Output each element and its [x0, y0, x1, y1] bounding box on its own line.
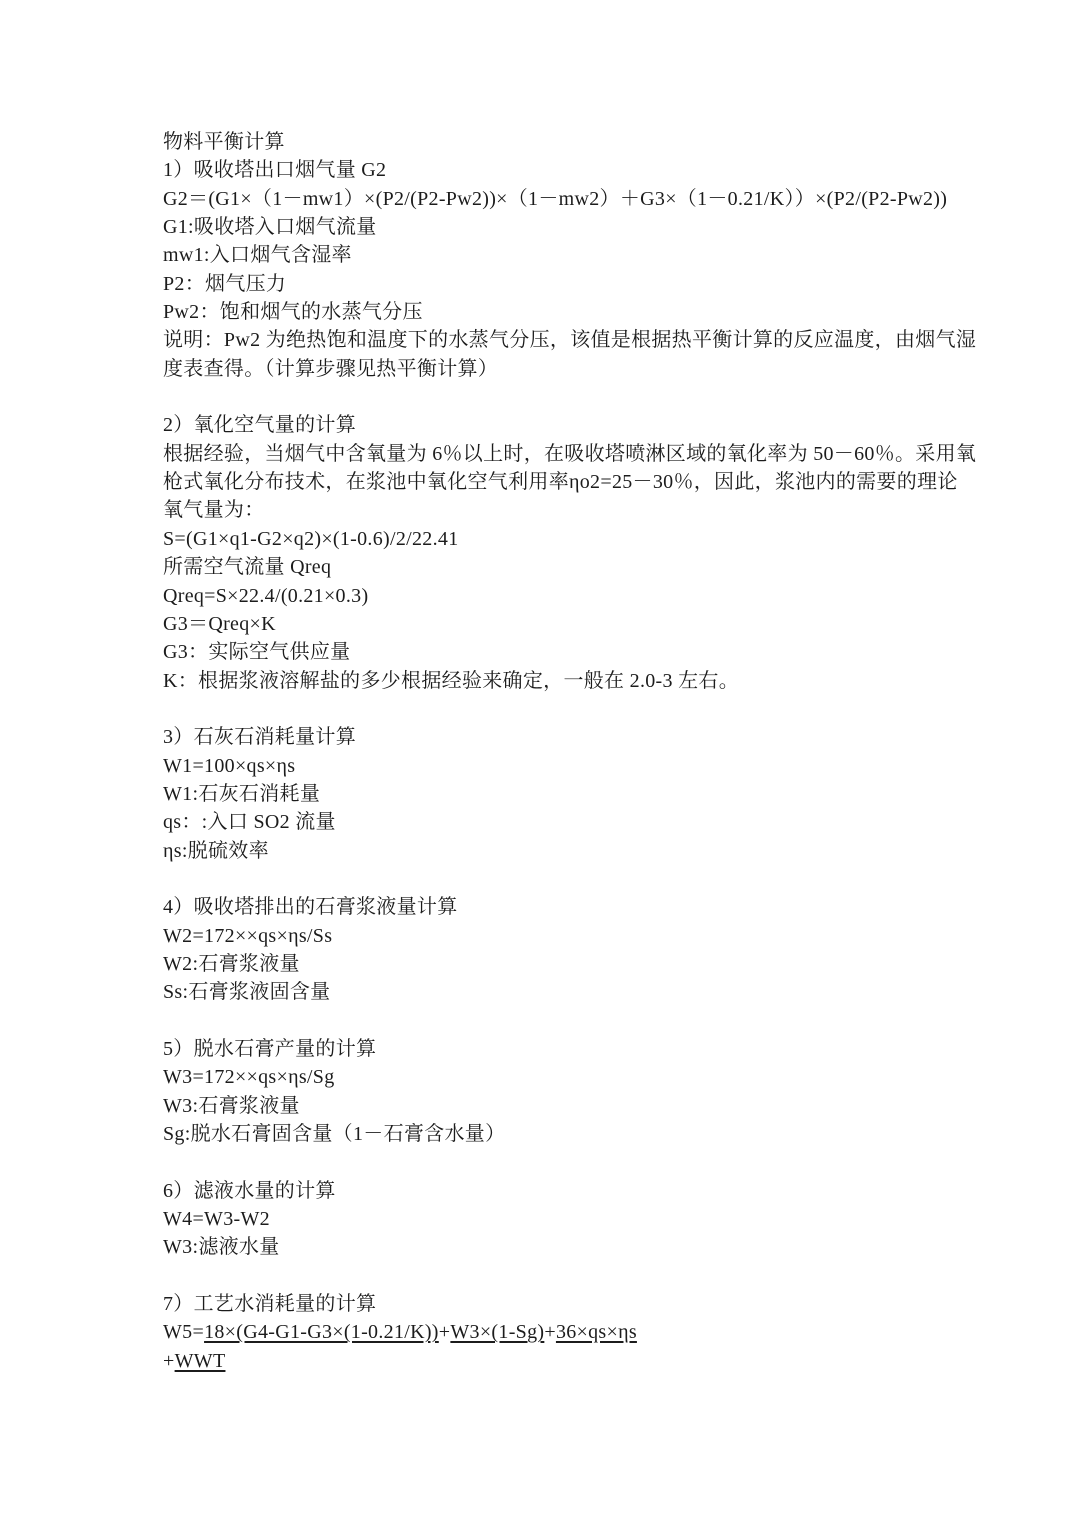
document-line: G3：实际空气供应量: [163, 641, 351, 664]
document-line: 7）工艺水消耗量的计算: [163, 1293, 377, 1316]
document-line: W3:滤液水量: [163, 1236, 280, 1259]
document-line: mw1:入口烟气含湿率: [163, 244, 352, 267]
underlined-formula-segment: W3×(1-Sg): [450, 1321, 545, 1344]
document-line: Qreq=S×22.4/(0.21×0.3): [163, 584, 369, 607]
formula-segment: +: [438, 1321, 451, 1344]
document-line: 3）石灰石消耗量计算: [163, 726, 356, 749]
document-line: W4=W3-W2: [163, 1208, 270, 1231]
document-line: W1:石灰石消耗量: [163, 782, 321, 805]
document-line: 2）氧化空气量的计算: [163, 414, 356, 437]
document-line: Sg:脱水石膏固含量（1－石膏含水量）: [163, 1123, 506, 1146]
document-line: [163, 1347, 963, 1375]
document-line: S=(G1×q1-G2×q2)×(1-0.6)/2/22.41: [163, 527, 459, 550]
formula-segment: +: [163, 1349, 175, 1372]
document-line: P2：烟气压力: [163, 272, 287, 295]
document-line: Pw2：饱和烟气的水蒸气分压: [163, 301, 423, 324]
blank-line: [163, 1007, 963, 1035]
document-content: [163, 128, 977, 1375]
underlined-formula-segment: WWT: [174, 1349, 226, 1372]
blank-line: [163, 1262, 963, 1290]
blank-line: [163, 383, 963, 411]
document-line: G2＝(G1×（1－mw1）×(P2/(P2-Pw2))×（1－mw2）＋G3×（1－0.21/K））×(P2/(P2-Pw2)): [163, 187, 948, 210]
document-line: 4）吸收塔排出的石膏浆液量计算: [163, 896, 458, 919]
document-line: 氧气量为：: [163, 499, 265, 522]
document-line: 6）滤液水量的计算: [163, 1179, 336, 1202]
document-line: W2=172××qs×ηs/Ss: [163, 924, 333, 947]
document-line: W2:石膏浆液量: [163, 952, 300, 975]
underlined-formula-segment: 18×(G4-G1-G3×(1-0.21/K)): [204, 1321, 439, 1344]
document-line: G1:吸收塔入口烟气流量: [163, 216, 377, 239]
document-line: G3＝Qreq×K: [163, 612, 276, 635]
document-line: 枪式氧化分布技术，在浆池中氧化空气利用率ηo2=25－30％，因此，浆池内的需要的理论: [163, 471, 958, 494]
blank-line: [163, 695, 963, 723]
document-line: W1=100×qs×ηs: [163, 754, 296, 777]
document-line: K：根据浆液溶解盐的多少根据经验来确定，一般在 2.0-3 左右。: [163, 669, 740, 692]
document-line: 根据经验，当烟气中含氧量为 6％以上时，在吸收塔喷淋区域的氧化率为 50－60％。采用氧: [163, 442, 977, 465]
document-line: [163, 1318, 963, 1346]
document-line: ηs:脱硫效率: [163, 839, 269, 862]
blank-line: [163, 865, 963, 893]
document-line: 度表查得。（计算步骤见热平衡计算）: [163, 357, 499, 380]
document-line: 5）脱水石膏产量的计算: [163, 1038, 377, 1060]
document-line: qs：:入口 SO2 流量: [163, 811, 336, 834]
document-line: 所需空气流量 Qreq: [163, 556, 332, 579]
document-line: W3=172××qs×ηs/Sg: [163, 1066, 335, 1089]
formula-segment: W5=: [163, 1321, 205, 1344]
document-line: Ss:石膏浆液固含量: [163, 981, 331, 1004]
blank-line: [163, 1148, 963, 1176]
formula-segment: +: [544, 1321, 556, 1344]
document-line: 物料平衡计算: [163, 131, 285, 153]
document-line: W3:石膏浆液量: [163, 1094, 300, 1117]
document-line: 1）吸收塔出口烟气量 G2: [163, 159, 387, 182]
underlined-formula-segment: 36×qs×ηs: [555, 1321, 637, 1344]
document-line: 说明：Pw2 为绝热饱和温度下的水蒸气分压，该值是根据热平衡计算的反应温度，由烟气湿: [163, 329, 977, 352]
